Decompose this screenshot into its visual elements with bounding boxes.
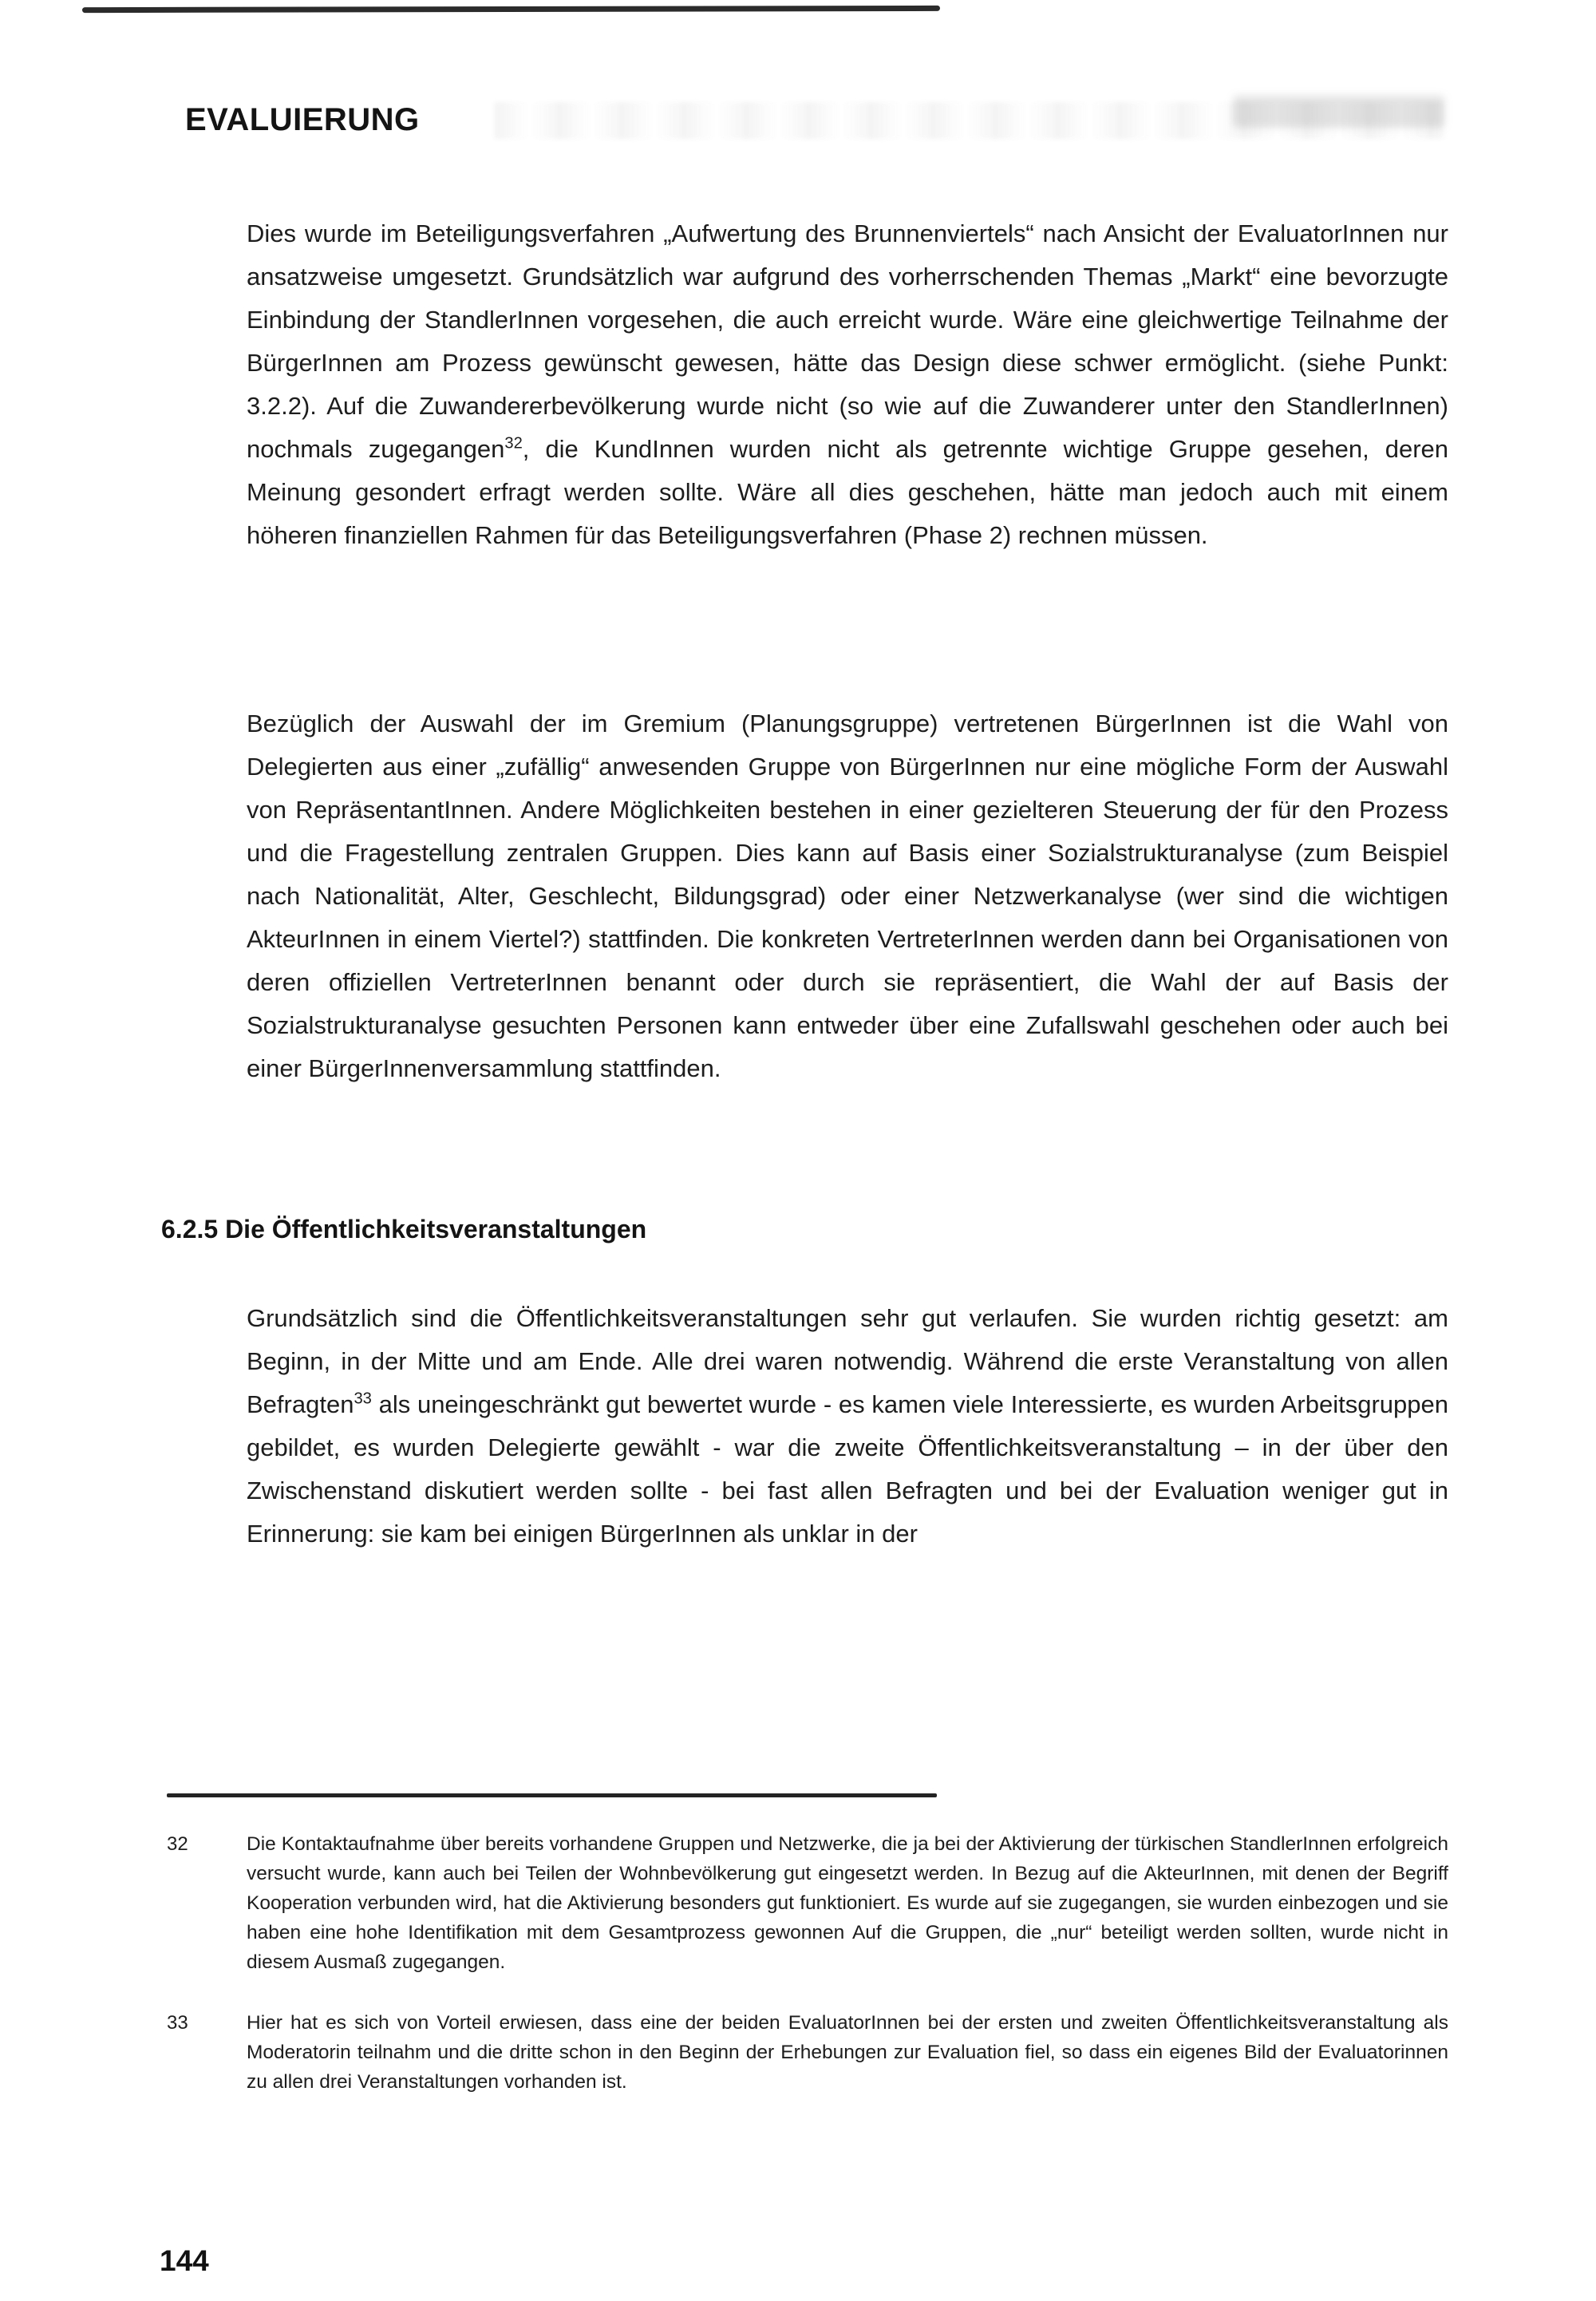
footnote-separator-rule <box>167 1793 937 1797</box>
footnote-32 <box>167 1829 1452 1977</box>
body-paragraph-2: Bezüglich der Auswahl der im Gremium (Planungsgruppe) vertretenen BürgerInnen ist die Wahl von Delegierten aus einer „zufällig“ anwesenden Gruppe von BürgerInnen nur eine mögliche Form der Auswahl von RepräsentantInnen. Andere Möglichkeiten bestehen in einer gezielteren Steuerung der für den Prozess und die Fragestellung zentralen Gruppen. Dies kann auf Basis einer Sozialstrukturanalyse (zum Beispiel nach Nationalität, Alter, Geschlecht, Bildungsgrad) oder einer Netzwerkanalyse (wer sind die wichtigen AkteurInnen in einem Viertel?) stattfinden. Die konkreten VertreterInnen werden dann bei Organisationen von deren offiziellen VertreterInnen benannt oder durch sie repräsentiert, die Wahl der auf Basis der Sozialstrukturanalyse gesuchten Personen kann entweder über eine Zufallswahl geschehen oder auch bei einer BürgerInnenversammlung stattfinden. <box>247 710 1448 1082</box>
footnote-33 <box>167 2008 1452 2097</box>
page-number: 144 <box>160 2244 209 2277</box>
scan-artifact-smudge <box>1233 96 1444 128</box>
footnote-text: Die Kontaktaufnahme über bereits vorhandene Gruppen und Netzwerke, die ja bei der Aktivierung der türkischen StandlerInnen erfolgreich versucht wurde, kann auch bei Teilen der Wohnbevölkerung gut eingesetzt werden. In Bezug auf die AkteurInnen, mit denen der Begriff Kooperation verbunden wird, hat die Aktivierung besonders gut funktioniert. Es wurde auf sie zugegangen, sie wurden einbezogen und sie haben eine hohe Identifikation mit dem Gesamtprozess gewonnen Auf die Gruppen, die „nur“ beteiligt werden sollten, wurde nicht in diesem Ausmaß zugegangen. <box>247 1833 1448 1973</box>
body-paragraph-3: Grundsätzlich sind die Öffentlichkeitsveranstaltungen sehr gut verlaufen. Sie wurden richtig gesetzt: am Beginn, in der Mitte und am Ende. Alle drei waren notwendig. Während die erste Veranstaltung von allen Befragten$^{33}$ als uneingeschränkt gut bewertet wurde - es kamen viele Interessierte, es wurden Arbeitsgruppen gebildet, es wurden Delegierte gewählt - war die zweite Öffentlichkeitsveranstaltung – in der über den Zwischenstand diskutiert werden sollte - bei fast allen Befragten und bei der Evaluation weniger gut in Erinnerung: sie kam bei einigen BürgerInnen als unklar in der <box>247 1304 1448 1548</box>
footnote-number: 33 <box>167 2012 188 2034</box>
scan-artifact-top-line <box>82 6 940 13</box>
footnote-text: Hier hat es sich von Vorteil erwiesen, dass eine der beiden EvaluatorInnen bei der ersten und zweiten Öffentlichkeitsveranstaltung als Moderatorin teilnahm und die dritte schon in den Beginn der Erhebungen zur Evaluation fiel, so dass ein eigenes Bild der Evaluatorinnen zu allen drei Veranstaltungen vorhanden ist. <box>247 2012 1448 2093</box>
body-paragraph-1: Dies wurde im Beteiligungsverfahren „Aufwertung des Brunnenviertels“ nach Ansicht der EvaluatorInnen nur ansatzweise umgesetzt. Grundsätzlich war aufgrund des vorherrschenden Themas „Markt“ eine bevorzugte Einbindung der StandlerInnen vorgesehen, die auch erreicht wurde. Wäre eine gleichwertige Teilnahme der BürgerInnen am Prozess gewünscht gewesen, hätte das Design diese schwer ermöglicht. (siehe Punkt: 3.2.2). Auf die Zuwandererbevölkerung wurde nicht (so wie auf die Zuwanderer unter den StandlerInnen) nochmals zugegangen$^{32}$, die KundInnen wurden nicht als getrennte wichtige Gruppe gesehen, deren Meinung gesondert erfragt werden sollte. Wäre all dies geschehen, hätte man jedoch auch mit einem höheren finanziellen Rahmen für das Beteiligungsverfahren (Phase 2) rechnen müssen. <box>247 219 1448 549</box>
footnote-number: 32 <box>167 1833 188 1855</box>
section-heading: 6.2.5 Die Öffentlichkeitsveranstaltungen <box>161 1215 647 1243</box>
page-header: EVALUIERUNG <box>185 102 420 137</box>
